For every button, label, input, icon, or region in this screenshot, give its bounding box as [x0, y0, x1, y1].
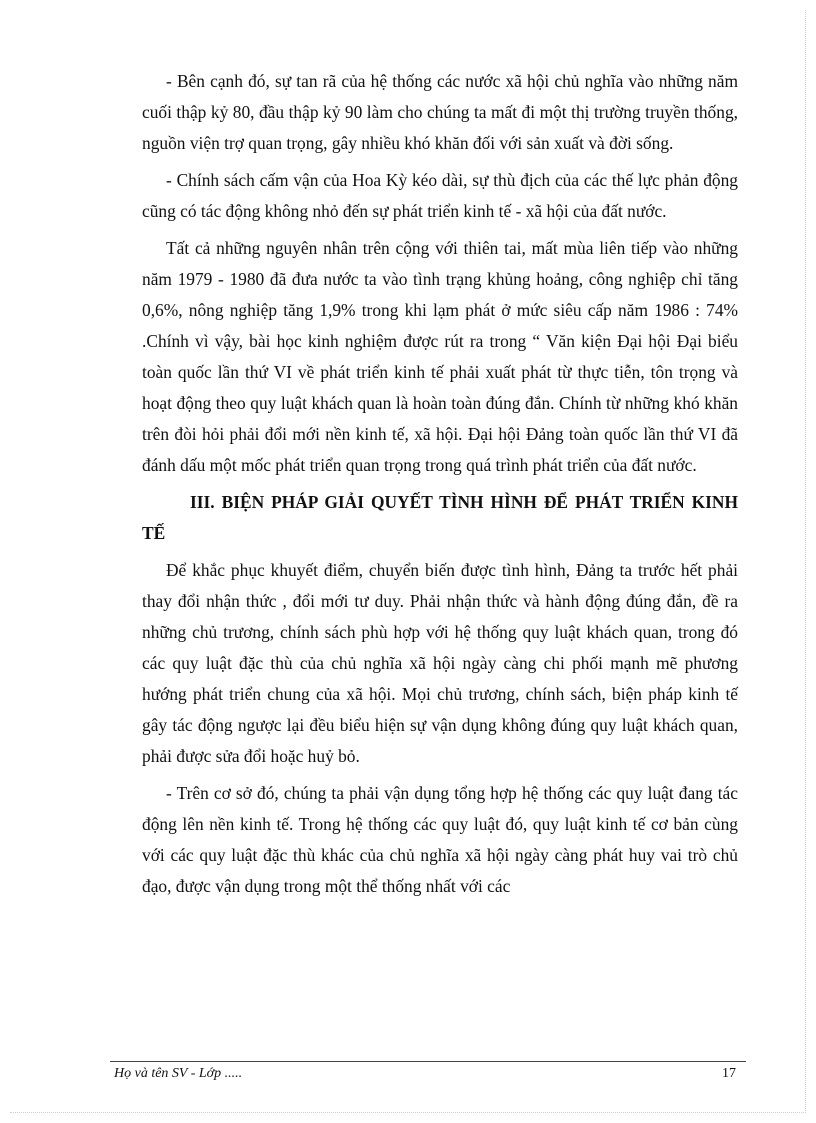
- footer-student-info: Họ và tên SV - Lớp .....: [114, 1066, 243, 1081]
- paragraph-3: Tất cả những nguyên nhân trên cộng với thiên tai, mất mùa liên tiếp vào những năm 1979 - 1980 đã đưa nước ta vào tình trạng khủng hoảng, công nghiệp chỉ tăng 0,6%, nông nghiệp tăng 1,9% trong khi lạm phát ở mức siêu cấp năm 1986 : 74% .Chính vì vậy, bài học kinh nghiệm được rút ra trong “ Văn kiện Đại hội Đại biểu toàn quốc lần thứ VI về phát triển kinh tế phải xuất phát từ thực tiễn, tôn trọng và hoạt động theo quy luật khách quan là hoàn toàn đúng đắn. Chính từ những khó khăn trên đòi hỏi phải đổi mới nền kinh tế, xã hội. Đại hội Đảng toàn quốc lần thứ VI đã đánh dấu một mốc phát triển quan trọng trong quá trình phát triển của đất nước.: [142, 238, 738, 475]
- section-heading: III. BIỆN PHÁP GIẢI QUYẾT TÌNH HÌNH ĐỂ PHÁT TRIỂN KINH TẾ: [142, 492, 738, 543]
- paragraph-5: - Trên cơ sở đó, chúng ta phải vận dụng tổng hợp hệ thống các quy luật đang tác động lên nền kinh tế. Trong hệ thống các quy luật đó, quy luật kinh tế cơ bản cùng với các quy luật đặc thù khác của chủ nghĩa xã hội ngày càng phát huy vai trò chủ đạo, được vận dụng trong một thể thống nhất với các: [142, 783, 738, 896]
- page-number: 17: [722, 1066, 736, 1081]
- paragraph-1: - Bên cạnh đó, sự tan rã của hệ thống các nước xã hội chủ nghĩa vào những năm cuối thập kỷ 80, đầu thập kỷ 90 làm cho chúng ta mất đi một thị trường truyền thống, nguồn viện trợ quan trọng, gây nhiều khó khăn đối với sản xuất và đời sống.: [142, 71, 738, 153]
- footer-divider: [110, 1061, 746, 1062]
- paragraph-4: Để khắc phục khuyết điểm, chuyển biến được tình hình, Đảng ta trước hết phải thay đổi nhận thức , đổi mới tư duy. Phải nhận thức và hành động đúng đắn, đề ra những chủ trương, chính sách phù hợp với hệ thống quy luật khách quan, trong đó các quy luật đặc thù của chủ nghĩa xã hội ngày càng chi phối mạnh mẽ phương hướng phát triển chung của xã hội. Mọi chủ trương, chính sách, biện pháp kinh tế gây tác động ngược lại đều biểu hiện sự vận dụng không đúng quy luật khách quan, phải được sửa đổi hoặc huỷ bỏ.: [142, 560, 738, 766]
- document-body: [142, 66, 738, 908]
- paragraph-2: - Chính sách cấm vận của Hoa Kỳ kéo dài, sự thù địch của các thế lực phản động cũng có tác động không nhỏ đến sự phát triển kinh tế - xã hội của đất nước.: [142, 170, 738, 221]
